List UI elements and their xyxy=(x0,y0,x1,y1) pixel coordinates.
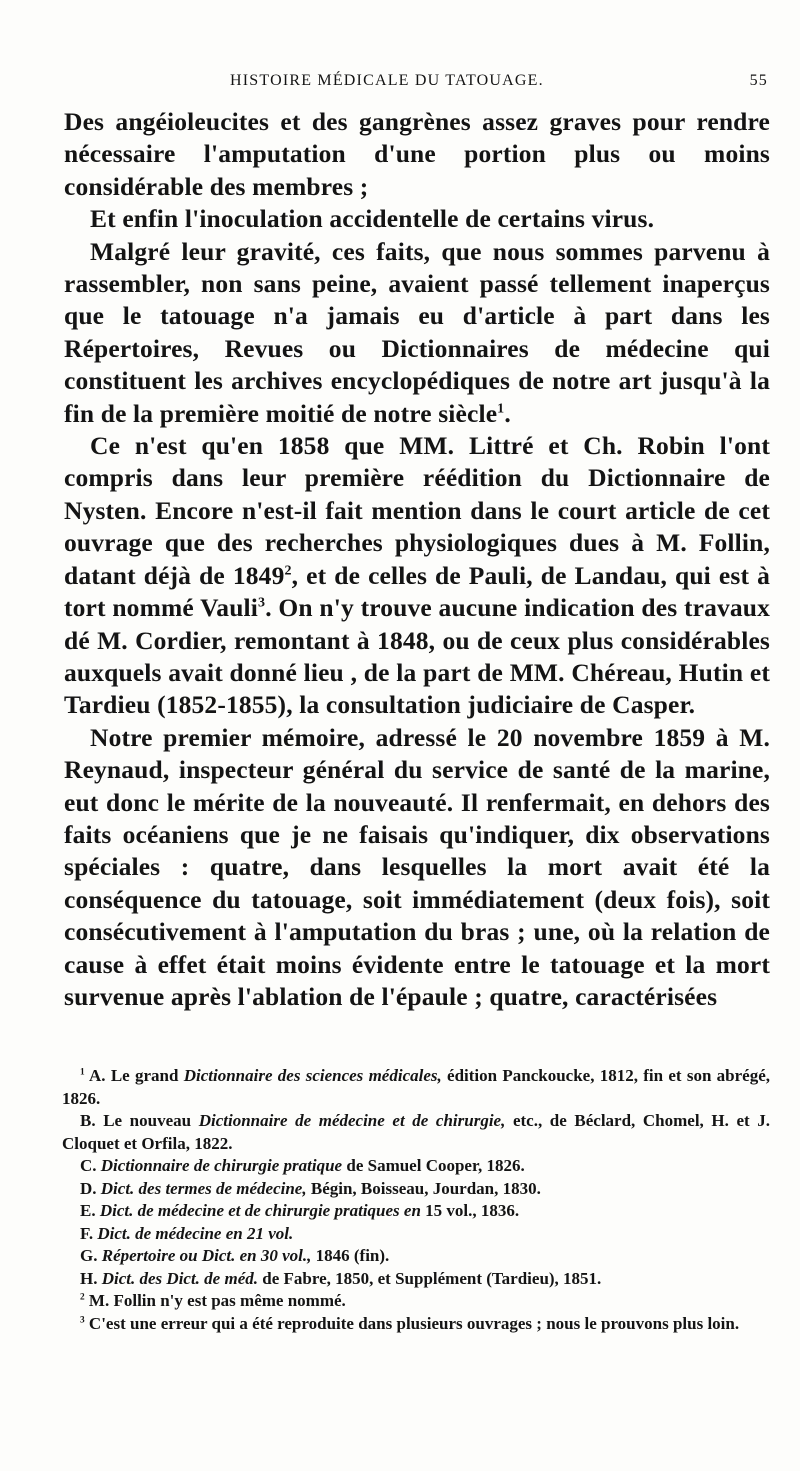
footnote-text: 15 vol., 1836. xyxy=(420,1201,520,1220)
footnote-mark: 1 xyxy=(80,1067,85,1078)
footnote-title: Dictionnaire des sciences médicales, xyxy=(183,1066,442,1085)
footnote-label: H. xyxy=(80,1268,98,1288)
footnote-title: Dict. de médecine et de chirurgie pratiques en xyxy=(99,1201,421,1220)
paragraph-5: Notre premier mémoire, adressé le 20 novembre 1859 à M. Reynaud, inspecteur général du service de santé de la marine, eut donc le mérite de la nouveauté. Il renfermait, en dehors des faits océaniens que je ne faisais qu'indiquer, dix observations spéciales : quatre, dans lesquelles la mort avait été la conséquence du tatouage, soit immédiatement (deux fois), soit consécutivement à l'amputation du bras ; une, où la relation de cause à effet était moins évidente entre le tatouage et la mort survenue après l'ablation de l'épaule ; quatre, caractérisées xyxy=(64,722,770,1011)
footnote-label: B. xyxy=(80,1111,96,1130)
footnote-item xyxy=(62,1200,770,1223)
footnote-item xyxy=(62,1110,770,1155)
footnote-title: Dictionnaire de chirurgie pratique xyxy=(100,1156,343,1175)
footnote-item xyxy=(62,1178,770,1201)
footnote-label: C. xyxy=(80,1156,97,1175)
footnote-text: Bégin, Boisseau, Jourdan, 1830. xyxy=(306,1178,541,1198)
footnote-label: G. xyxy=(80,1246,98,1265)
footnote-label: F. xyxy=(80,1223,94,1243)
footnote-text: etc., de Béclard, Chomel, H. et J. Cloquet et Orfila, 1822. xyxy=(62,1111,771,1153)
footnote-item xyxy=(62,1245,770,1268)
running-title: HISTOIRE MÉDICALE DU TATOUAGE. xyxy=(230,72,544,89)
footnote-label: E. xyxy=(80,1201,96,1220)
footnote-text: 1846 (fin). xyxy=(311,1246,390,1265)
paragraph-4-text-b: , et de celles de Pauli, de Landau, qui est à tort nommé Vauli xyxy=(64,560,770,623)
footnote-text: Le grand xyxy=(110,1066,184,1085)
footnote-item xyxy=(62,1065,770,1110)
footnote-item xyxy=(62,1155,770,1178)
main-text xyxy=(64,106,770,1013)
running-head xyxy=(230,72,768,90)
paragraph-4 xyxy=(64,430,770,722)
footnote-title: Dict. des termes de médecine, xyxy=(100,1178,307,1198)
footnote-mark: 3 xyxy=(80,1314,85,1325)
footnote-item xyxy=(62,1268,770,1291)
footnote-title: Dict. des Dict. de méd. xyxy=(101,1268,258,1288)
footnote-title: Dict. de médecine en 21 vol. xyxy=(97,1223,294,1243)
footnote-item xyxy=(62,1290,770,1313)
footnote-item xyxy=(62,1313,770,1336)
footnote-item xyxy=(62,1223,770,1246)
footnote-ref-2[interactable]: 2 xyxy=(284,563,292,579)
paragraph-3 xyxy=(64,236,770,430)
footnote-mark: 2 xyxy=(80,1292,85,1303)
footnotes xyxy=(62,1065,770,1335)
footnote-title: Dictionnaire de médecine et de chirurgie, xyxy=(198,1111,506,1130)
paragraph-4-text-a: Ce n'est qu'en 1858 que MM. Littré et Ch. Robin l'ont compris dans leur première réédition du Dictionnaire de Nysten. Encore n'est-il fait mention dans le court article de cet ouvrage que des recherches physiologiques dues à M. Follin, datant déjà de 1849 xyxy=(64,431,770,590)
paragraph-2: Et enfin l'inoculation accidentelle de certains virus. xyxy=(90,204,655,234)
footnote-ref-1[interactable]: 1 xyxy=(497,401,505,417)
footnote-text: de Fabre, 1850, et Supplément (Tardieu), 1851. xyxy=(258,1268,602,1288)
footnote-text: Le nouveau xyxy=(103,1111,199,1130)
footnote-text: édition Panckoucke, 1812, fin et son abrégé, 1826. xyxy=(62,1066,771,1108)
footnote-text: de Samuel Cooper, 1826. xyxy=(342,1156,525,1175)
footnote-ref-3[interactable]: 3 xyxy=(258,595,266,611)
footnote-label: A. xyxy=(89,1066,106,1085)
page-number: 55 xyxy=(749,72,768,89)
paragraph-3-text: Malgré leur gravité, ces faits, que nous sommes parvenu à rassembler, non sans peine, avaient passé tellement inaperçus que le tatouage n'a jamais eu d'article à part dans les Répertoires, Revues ou Dictionnaires de médecine qui constituent les archives encyclopédiques de notre art jusqu'à la fin de la première moitié de notre siècle xyxy=(64,236,770,428)
footnote-title: Répertoire ou Dict. en 30 vol., xyxy=(101,1246,312,1265)
paragraph-4-text-c: . On n'y trouve aucune indication des travaux dé M. Cordier, remontant à 1848, ou de ceux plus considérables auxquels avait donné lieu , de la part de MM. Chéreau, Hutin et Tardieu (1852-1855), la consultation judiciaire de Casper. xyxy=(64,593,771,720)
footnote-label: D. xyxy=(80,1178,97,1198)
paragraph-3-end: . xyxy=(504,398,511,428)
paragraph-1: Des angéioleucites et des gangrènes assez graves pour rendre nécessaire l'amputation d'une portion plus ou moins considérable des membres ; xyxy=(64,107,770,201)
footnote-text: C'est une erreur qui a été reproduite dans plusieurs ouvrages ; nous le prouvons plus loin. xyxy=(88,1313,740,1333)
footnote-text: M. Follin n'y est pas même nommé. xyxy=(88,1291,346,1310)
